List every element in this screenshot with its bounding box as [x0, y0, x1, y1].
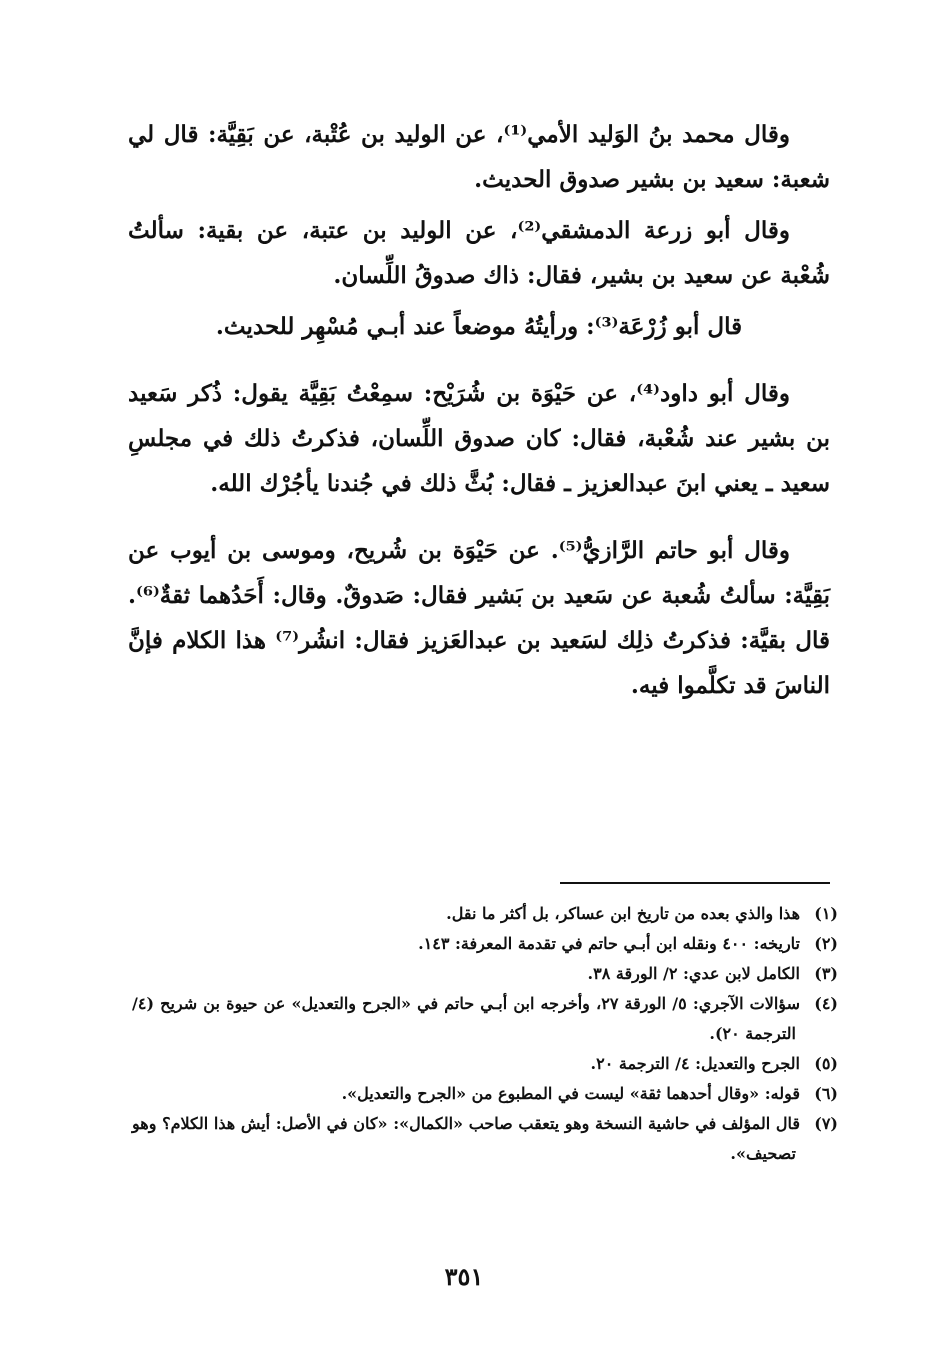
- footnote-text: قال المؤلف في حاشية النسخة وهو يتعقب صاحب «الكمال»: «كان في الأصل: أيش هذا الكلام؟ وهو تصحيف».: [132, 1114, 800, 1163]
- footnote-4: [132, 989, 838, 1049]
- paragraph-5: وقال أبو حاتم الرَّازيُّ⁽⁵⁾. عن حَيْوَة بن شُريح، وموسى بن أيوب عن بَقِيَّة: سألتُ شُعبة عن سَعيد بن بَشير فقال: صَدوقٌ. وقال: أَحَدُهما ثقةٌ⁽⁶⁾. قال بقيَّة: فذكرتُ ذلِك لسَعيد بن عبدالعَزيز فقال: انشُر⁽⁷⁾ هذا الكلام فإنَّ الناسَ قد تكلَّموا فيه.: [128, 537, 830, 699]
- footnote-number: (٦): [814, 1084, 838, 1103]
- footnote-text: هذا والذي بعده من تاريخ ابن عساكر، بل أكثر ما نقل.: [446, 904, 800, 923]
- footnote-number: (٢): [814, 934, 838, 953]
- footnotes-list: [132, 899, 838, 1169]
- footnote-3: [132, 959, 838, 989]
- footnote-6: [132, 1079, 838, 1109]
- footnote-number: (٥): [814, 1054, 838, 1073]
- main-text: [128, 112, 830, 708]
- paragraph-4: وقال أبو داود⁽⁴⁾، عن حَيْوَة بن شُرَيْح: سمِعْتُ بَقِيَّة يقول: ذُكر سَعيد بن بشير عند شُعْبة، فقال: كان صدوق اللِّسان، فذكرتُ ذلك في مجلسِ سعيد ـ يعني ابنَ عبدالعزيز ـ فقال: بُثَّ ذلك في جُندنا يأجُرْك الله.: [128, 380, 830, 497]
- footnote-text: سؤالات الآجري: ٥/ الورقة ٢٧، وأخرجه ابن أبـي حاتم في «الجرح والتعديل» عن حيوة بن شريح (٤/ الترجمة ٢٠).: [132, 994, 800, 1043]
- footnote-separator: [560, 882, 830, 884]
- footnote-text: قوله: «وقال أحدهما ثقة» ليست في المطبوع من «الجرح والتعديل».: [341, 1084, 800, 1103]
- footnote-number: (٤): [814, 994, 838, 1013]
- footnote-text: الكامل لابن عدي: ٢/ الورقة ٣٨.: [587, 964, 800, 983]
- footnote-2: [132, 929, 838, 959]
- page-number: ٣٥١: [444, 1262, 484, 1291]
- footnote-5: [132, 1049, 838, 1079]
- footnote-number: (٣): [814, 964, 838, 983]
- footnote-1: [132, 899, 838, 929]
- paragraph-1: وقال محمد بنُ الوَليد الأمي⁽¹⁾، عن الوليد بن عُتْبة، عن بَقِيَّة: قال لي شعبة: سعيد بن بشير صدوق الحديث.: [128, 121, 830, 193]
- footnote-7: [132, 1109, 838, 1169]
- paragraph-2: وقال أبو زرعة الدمشقي⁽²⁾، عن الوليد بن عتبة، عن بقية: سألتُ شُعْبة عن سعيد بن بشير، فقال: ذاك صدوقُ اللِّسان.: [128, 217, 830, 289]
- footnote-number: (١): [814, 904, 838, 923]
- footnote-number: (٧): [814, 1114, 838, 1133]
- footnote-text: الجرح والتعديل: ٤/ الترجمة ٢٠.: [590, 1054, 800, 1073]
- footnote-text: تاريخه: ٤٠٠ ونقله ابن أبـي حاتم في تقدمة المعرفة: ١٤٣.: [418, 934, 800, 953]
- paragraph-3: قال أبو زُرْعَة⁽³⁾: ورأيتُهُ موضعاً عند أبـي مُسْهِر للحديث.: [215, 313, 743, 340]
